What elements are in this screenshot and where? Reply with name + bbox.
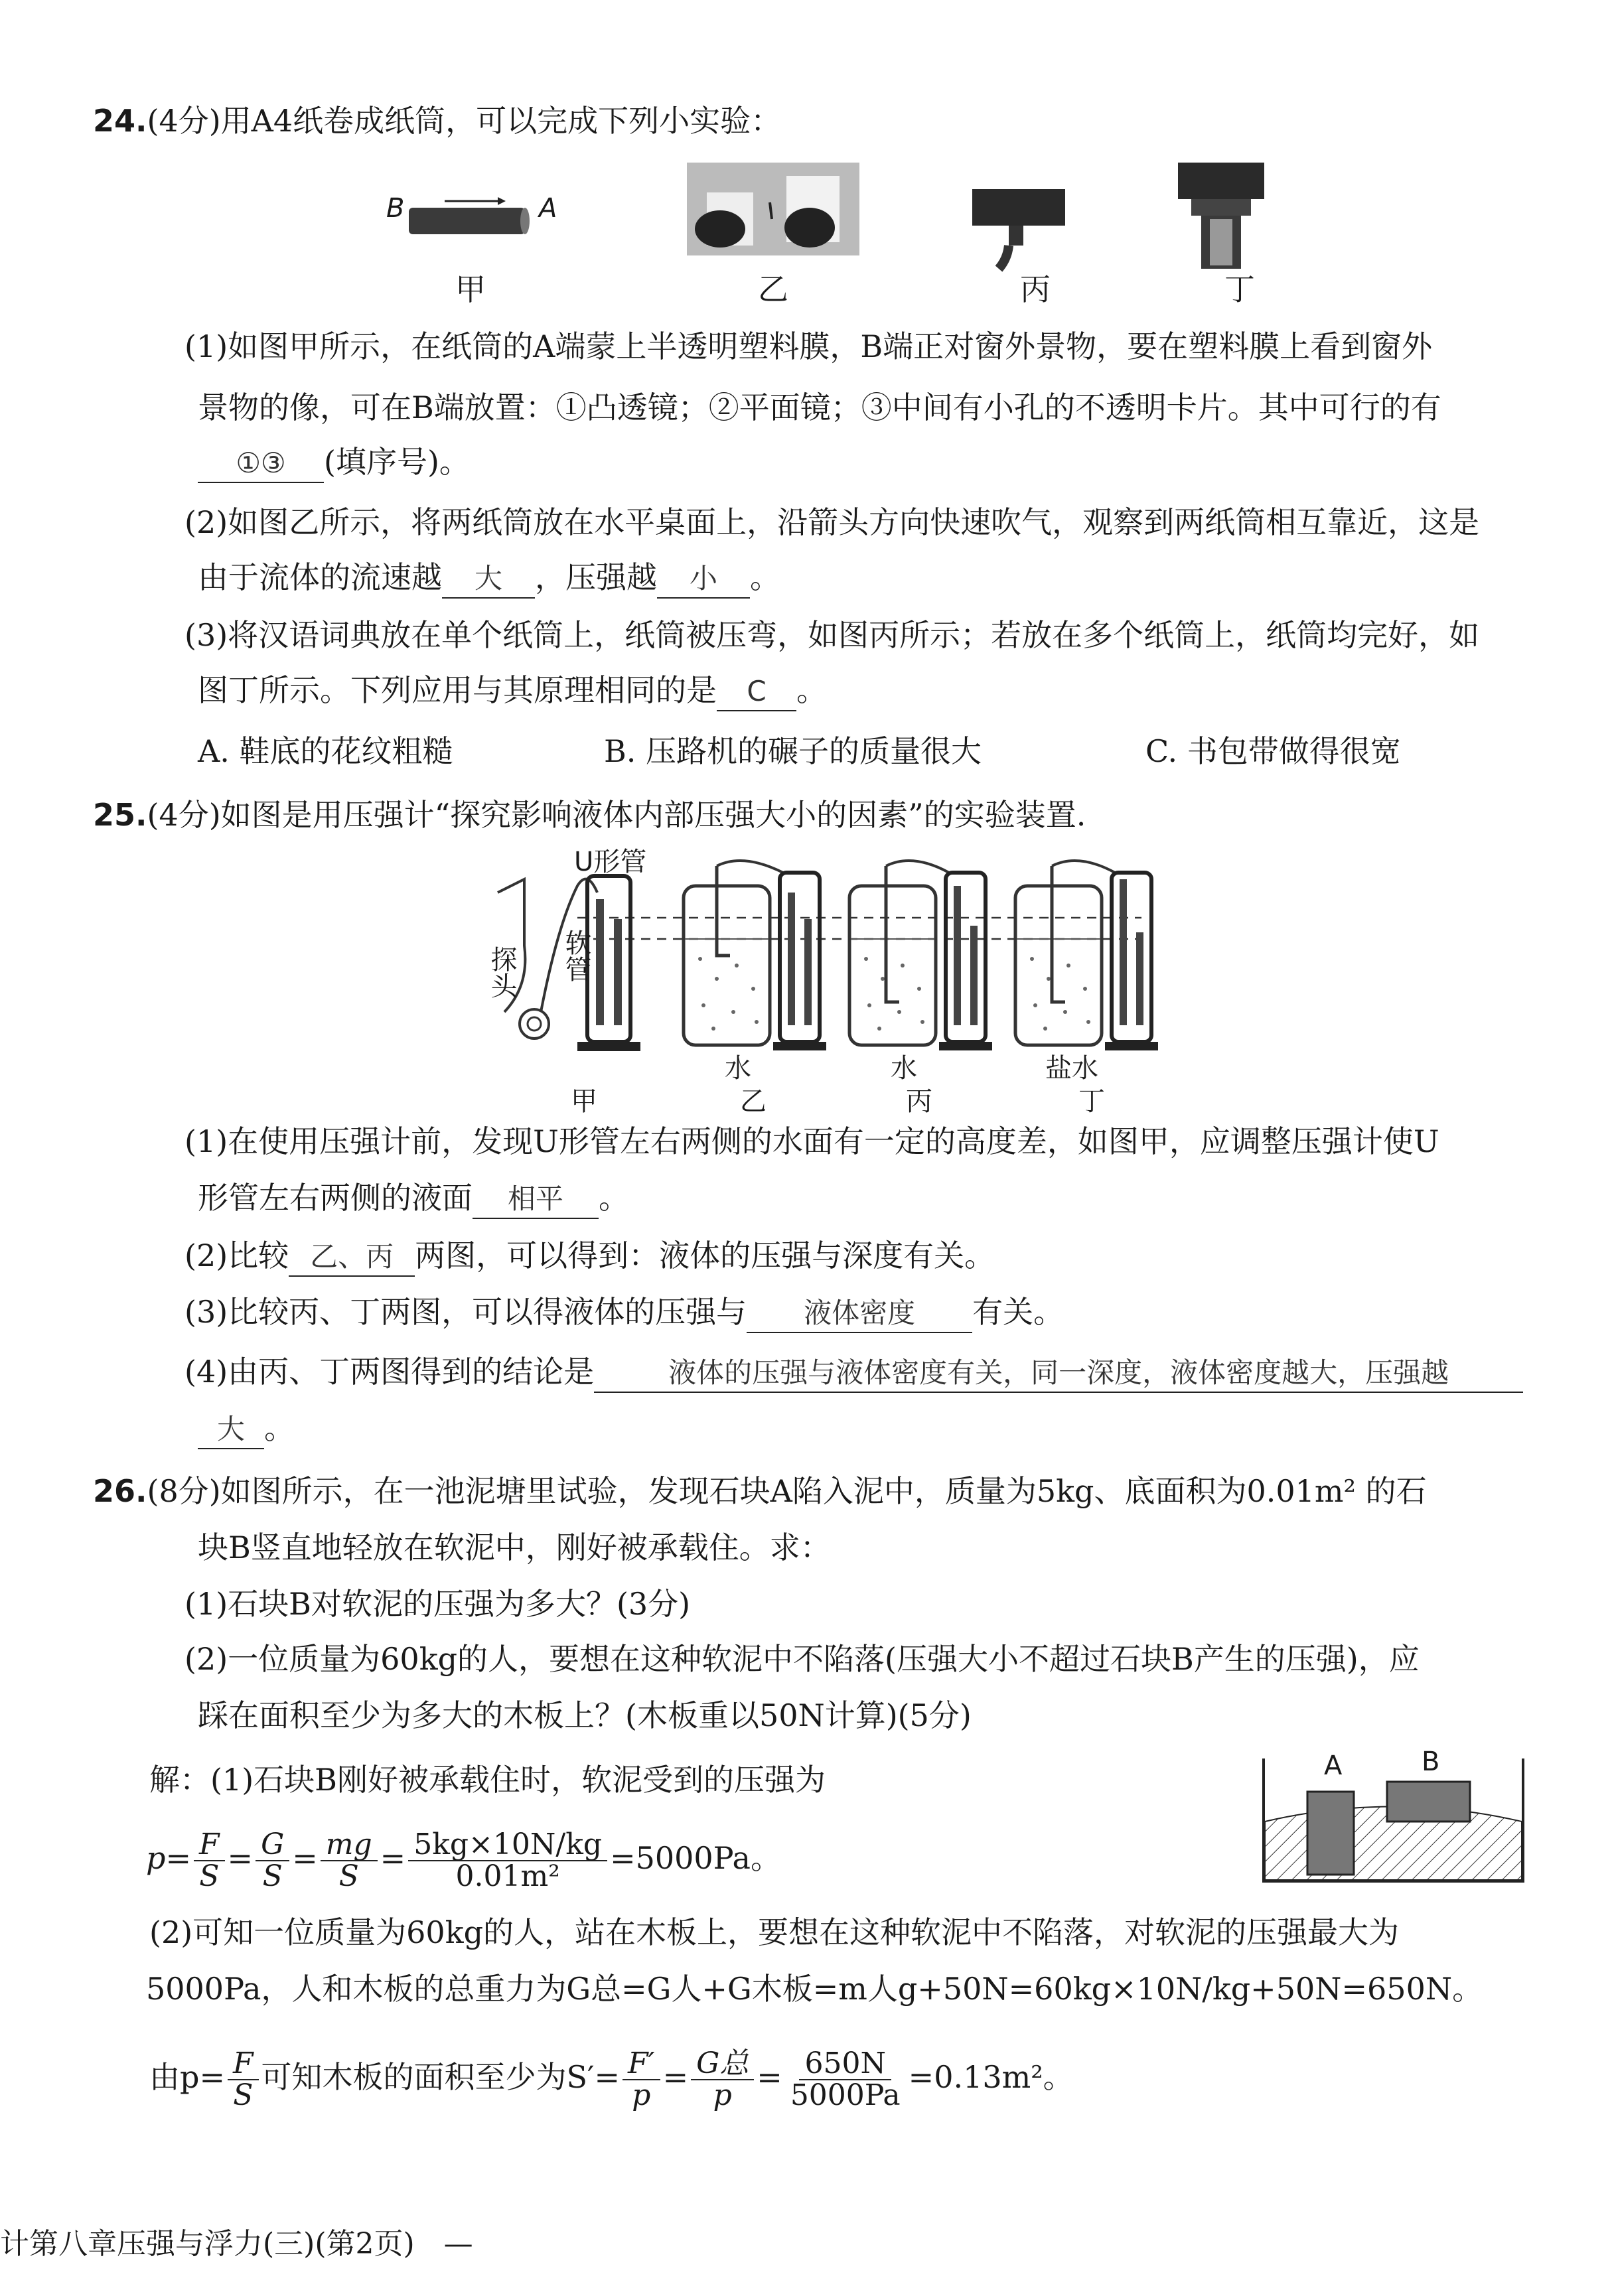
fig24-a-right-label: A [539, 193, 557, 224]
q26-solution-equation: p= $\frac{F}{S}$ = $\frac{G}{S}$ = $\frac{mg}{S}$ = $\frac{5kg\times 10N/kg}{\text{0.01m²}}$ =5000Pa。 [146, 1827, 781, 1893]
fig25-label-jia: 甲 [571, 1086, 597, 1117]
q24-part3-line1: (3)将汉语词典放在单个纸筒上，纸筒被压弯，如图丙所示；若放在多个纸筒上，纸筒均完好，如 [184, 617, 1480, 653]
q24-part3-answer: C [717, 673, 796, 711]
q24-part2-line1: (2)如图乙所示，将两纸筒放在水平桌面上，沿箭头方向快速吹气，观察到两纸筒相互靠近，这是 [184, 504, 1480, 540]
q25-part2-answer: 乙、丙 [289, 1238, 415, 1277]
two-tubes-image [687, 163, 859, 255]
many-tubes-book-image [1171, 163, 1278, 275]
label-u-tube: U形管 [574, 847, 647, 877]
q24-intro: 24.(4分)用A4纸卷成纸筒，可以完成下列小实验： [93, 103, 782, 139]
frac-mg-s: $\frac{mg}{S}$ [321, 1830, 378, 1892]
q24-figures [372, 156, 1301, 309]
q24-option-b: B. 压路机的碾子的质量很大 [604, 733, 982, 769]
frac-650-5000: $\frac{650N}{5000Pa}$ [790, 2046, 901, 2112]
liquid-label-yi: 水 [725, 1053, 751, 1084]
q25-part1-line1: (1)在使用压强计前，发现U形管左右两侧的水面有一定的高度差，如图甲，应调整压强计使U [184, 1123, 1439, 1159]
frac-f-s: $\frac{F}{S}$ [194, 1830, 225, 1892]
q26-line5: 踩在面积至少为多大的木板上？(木板重以50N计算)(5分) [198, 1697, 972, 1733]
q24-part1-line3: ①③ (填序号)。 [198, 441, 470, 483]
q24-part2-line2: 由于流体的流速越 大 ，压强越 小 。 [198, 556, 780, 599]
q25-part3-answer: 液体密度 [747, 1295, 972, 1333]
q25-intro: 25.(4分)如图是用压强计“探究影响液体内部压强大小的因素”的实验装置. [93, 797, 1086, 833]
frac-gtotal-p: $\frac{\text{G总}}{p}$ [691, 2048, 754, 2111]
stone-a-label: A [1324, 1751, 1343, 1781]
q24-part1-line1: (1)如图甲所示，在纸筒的A端蒙上半透明塑料膜，B端正对窗外景物，要在塑料膜上看到窗外 [184, 328, 1433, 364]
fig24-label-jia: 甲 [455, 271, 486, 307]
q24-part3-line2: 图丁所示。下列应用与其原理相同的是 C 。 [198, 669, 827, 711]
q26-solution-line1: 解：(1)石块B刚好被承载住时，软泥受到的压强为 [149, 1762, 826, 1798]
q24-part1-line2: 景物的像，可在B端放置：①凸透镜；②平面镜；③中间有小孔的不透明卡片。其中可行的有 [198, 390, 1441, 425]
q26-mud-diagram [1254, 1747, 1533, 1888]
q24-part2-answer2: 小 [657, 560, 750, 599]
fig25-label-yi: 乙 [740, 1086, 767, 1117]
frac-g-s: $\frac{G}{S}$ [256, 1830, 289, 1892]
fig24-label-bing: 丙 [1020, 271, 1051, 307]
stone-b-label: B [1422, 1747, 1440, 1777]
q25-part4-line2: 大 。 [198, 1407, 295, 1449]
liquid-label-bing: 水 [891, 1053, 917, 1084]
q24-option-a: A. 鞋底的花纹粗糙 [198, 733, 453, 769]
q26-line3: (1)石块B对软泥的压强为多大？(3分) [184, 1586, 691, 1622]
paper-tube-image [405, 182, 538, 262]
q24-part1-answer: ①③ [198, 445, 324, 483]
q25-part4-answer2: 大 [198, 1411, 264, 1449]
q25-part1-answer: 相平 [473, 1181, 599, 1219]
q25-part2: (2)比较 乙、丙 两图，可以得到：液体的压强与深度有关。 [184, 1234, 995, 1277]
fig24-label-ding: 丁 [1224, 271, 1255, 307]
fig24-a-left-label: B [386, 193, 405, 224]
q24-part2-answer1: 大 [442, 560, 535, 599]
q26-line1: 26.(8分)如图所示，在一池泥塘里试验，发现石块A陷入泥中，质量为5kg、底面积为0.01m² 的石 [93, 1473, 1427, 1509]
fig25-label-bing: 丙 [906, 1086, 932, 1117]
q26-solution2-line1: (2)可知一位质量为60kg的人，站在木板上，要想在这种软泥中不陷落，对软泥的压强最大为 [149, 1914, 1400, 1950]
page-footer: 计第八章压强与浮力(三)(第2页) — [0, 2227, 473, 2261]
fig24-label-yi: 乙 [758, 271, 788, 307]
q25-part4-line1: (4)由丙、丁两图得到的结论是 液体的压强与液体密度有关，同一深度，液体密度越大，压强越 [184, 1350, 1523, 1393]
label-probe: 探头 [486, 946, 517, 999]
q25-part4-answer1: 液体的压强与液体密度有关，同一深度，液体密度越大，压强越 [594, 1354, 1523, 1393]
q26-line4: (2)一位质量为60kg的人，要想在这种软泥中不陷落(压强大小不超过石块B产生的压强)，应 [184, 1641, 1420, 1677]
q25-part1-line2: 形管左右两侧的液面 相平 。 [198, 1177, 629, 1219]
liquid-label-ding: 盐水 [1045, 1053, 1098, 1084]
frac-values: $\frac{5kg\times 10N/kg}{\text{0.01m²}}$ [408, 1830, 607, 1892]
frac-f-s-2: $\frac{F}{S}$ [228, 2048, 259, 2111]
fig25-label-ding: 丁 [1078, 1086, 1105, 1117]
frac-fprime-p: $\frac{F'}{p}$ [623, 2048, 660, 2111]
q25-part3: (3)比较丙、丁两图，可以得液体的压强与 液体密度 有关。 [184, 1291, 1064, 1333]
q24-option-c: C. 书包带做得很宽 [1145, 733, 1401, 769]
q25-figure [478, 846, 1248, 1118]
q26-solution3: 由p= $\frac{F}{S}$ 可知木板的面积至少为S′= $\frac{F'}{p}$ = $\frac{\text{G总}}{p}$ = $\frac{650N}{5000Pa}$ =0.13m²。 [149, 2046, 1074, 2112]
q26-line2: 块B竖直地轻放在软泥中，刚好被承载住。求： [198, 1530, 831, 1565]
label-soft-tube: 软管 [561, 929, 591, 982]
q26-solution2-line2: 5000Pa，人和木板的总重力为G总=G人+G木板=m人g+50N=60kg×10N/kg+50N=650N。 [146, 1971, 1483, 2007]
